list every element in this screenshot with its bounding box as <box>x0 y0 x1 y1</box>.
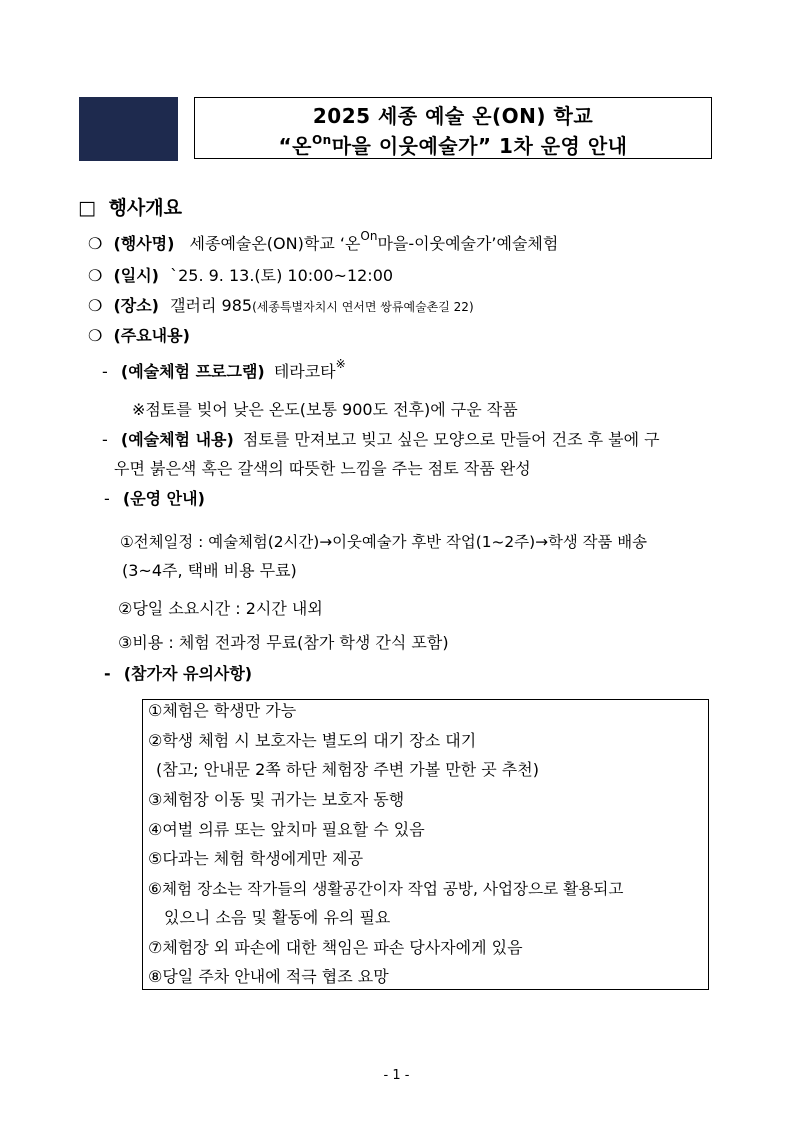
dash-marker: - <box>102 430 108 449</box>
dash-marker: - <box>104 664 111 683</box>
title-line-2 <box>195 130 711 159</box>
reference-mark: ※ <box>335 357 346 371</box>
operation-heading <box>104 489 205 509</box>
program-label: (예술체험 프로그램) <box>120 362 265 381</box>
circle-bullet-icon: ❍ <box>88 326 103 345</box>
notice-item: ①체험은 학생만 가능 <box>148 701 297 720</box>
venue-address: (세종특별자치시 연서면 쌍류예술촌길 22) <box>252 300 474 314</box>
event-name-value <box>189 229 559 253</box>
venue-label: (장소) <box>113 296 159 315</box>
notice-item: ⑤다과는 체험 학생에게만 제공 <box>148 849 364 868</box>
circle-bullet-icon: ❍ <box>88 266 103 285</box>
experience-label: (예술체험 내용) <box>120 430 234 449</box>
notice-item: ②학생 체험 시 보호자는 별도의 대기 장소 대기 <box>148 731 477 750</box>
bullet-venue <box>88 296 474 317</box>
checkbox-marker-icon: □ <box>78 197 96 219</box>
dash-marker: - <box>104 489 110 508</box>
notice-item: (참고; 안내문 2쪽 하단 체험장 주변 가볼 만한 곳 추천) <box>156 760 539 779</box>
title-box <box>194 97 712 159</box>
experience-line-1 <box>102 430 660 450</box>
notice-heading <box>104 664 252 684</box>
program-line <box>102 357 346 382</box>
event-name-sup: On <box>360 229 378 243</box>
notice-item: ④여벌 의류 또는 앞치마 필요할 수 있음 <box>148 820 425 839</box>
title-line-1: 2025 세종 예술 온(ON) 학교 <box>312 104 594 128</box>
notice-item: ⑦체험장 외 파손에 대한 책임은 파손 당사자에게 있음 <box>148 938 523 957</box>
title-rest: 마을 이웃예술가” 1차 운영 안내 <box>331 134 628 158</box>
bullet-datetime <box>88 266 393 286</box>
operation-item-1-cont: (3~4주, 택배 비용 무료) <box>122 561 297 580</box>
section-title: 행사개요 <box>108 197 182 219</box>
operation-item-1: ①전체일정 : 예술체험(2시간)→이웃예술가 후반 작업(1~2주)→학생 작품 배송 <box>120 533 647 551</box>
content-label: (주요내용) <box>113 326 190 345</box>
experience-text-1: 점토를 만져보고 빚고 싶은 모양으로 만들어 건조 후 불에 구 <box>242 430 660 449</box>
bullet-event-name <box>88 229 559 254</box>
title-superscript: On <box>311 133 332 147</box>
notice-item: ③체험장 이동 및 귀가는 보호자 동행 <box>148 790 405 809</box>
circle-bullet-icon: ❍ <box>88 234 103 253</box>
event-name-post: 마을-이웃예술가’예술체험 <box>377 234 559 253</box>
notice-item: 있으니 소음 및 활동에 유의 필요 <box>164 908 391 927</box>
bullet-content <box>88 326 190 346</box>
program-value: 테라코타 <box>273 362 336 381</box>
page-number: - 1 - <box>383 1068 410 1083</box>
datetime-value: `25. 9. 13.(토) 10:00~12:00 <box>170 266 394 285</box>
datetime-label: (일시) <box>113 266 159 285</box>
notice-item: ⑥체험 장소는 작가들의 생활공간이자 작업 공방, 사업장으로 활용되고 <box>148 880 624 898</box>
operation-label: (운영 안내) <box>122 489 205 508</box>
notice-item: ⑧당일 주차 안내에 적극 협조 요망 <box>148 967 389 986</box>
section-heading <box>78 198 182 218</box>
event-name-pre: 세종예술온(ON)학교 ‘온 <box>189 234 361 253</box>
operation-item-2: ②당일 소요시간 : 2시간 내외 <box>118 599 323 618</box>
circle-bullet-icon: ❍ <box>88 296 103 315</box>
header-decor-block <box>79 97 178 161</box>
program-note: ※점토를 빚어 낮은 온도(보통 900도 전후)에 구운 작품 <box>132 400 518 419</box>
event-name-label: (행사명) <box>113 234 175 253</box>
notice-box <box>142 699 709 990</box>
notice-label: (참가자 유의사항) <box>123 664 253 683</box>
operation-item-3: ③비용 : 체험 전과정 무료(참가 학생 간식 포함) <box>118 633 449 652</box>
dash-marker: - <box>102 362 108 381</box>
venue-value: 갤러리 985 <box>170 296 253 315</box>
title-quote-open: “온 <box>278 134 312 158</box>
experience-text-2: 우면 붉은색 혹은 갈색의 따뜻한 느낌을 주는 점토 작품 완성 <box>114 459 531 478</box>
